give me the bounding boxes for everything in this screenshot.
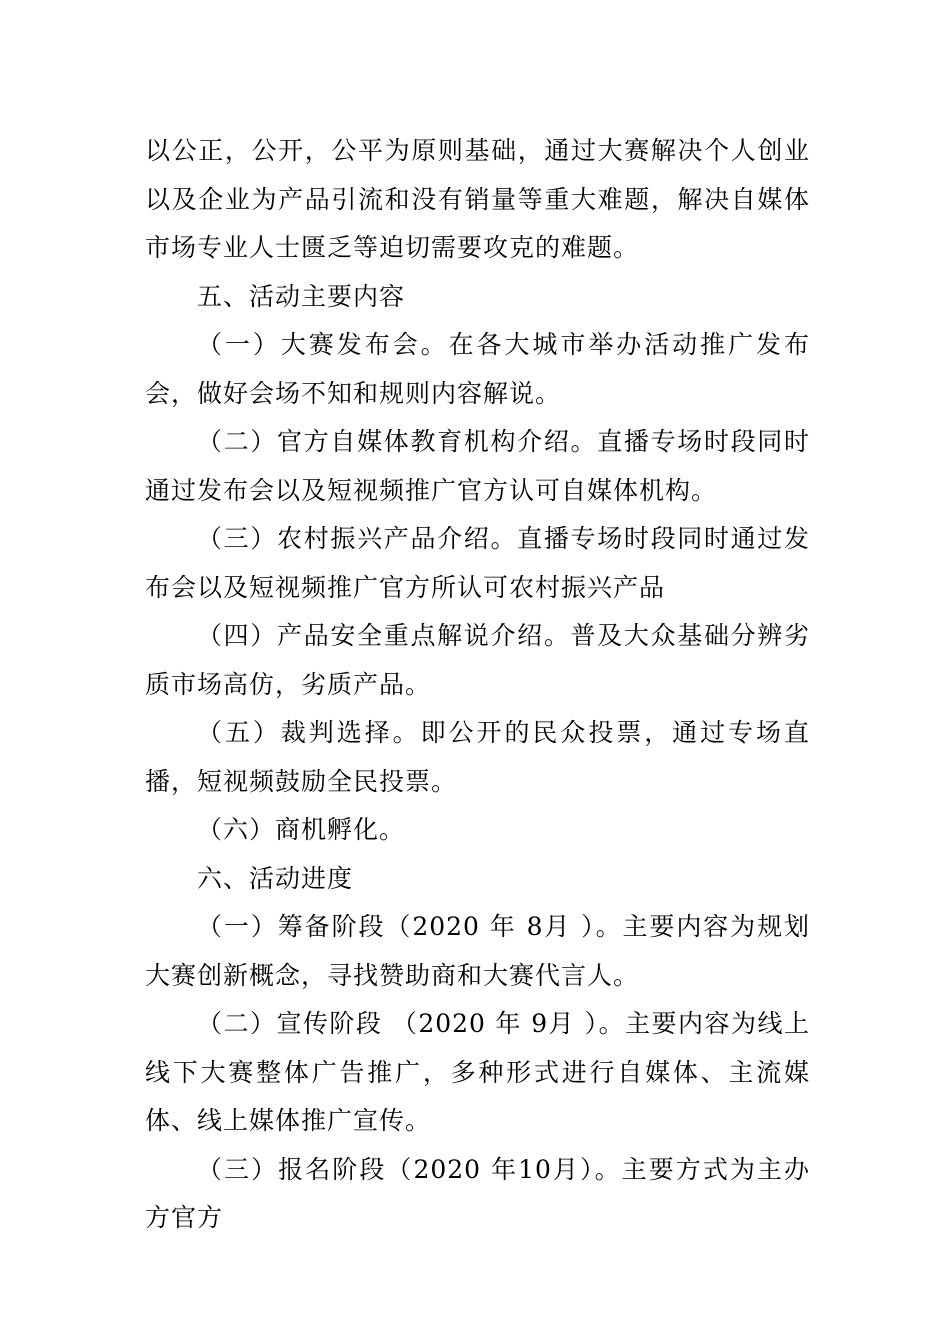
paragraph-item-5-4: （四）产品安全重点解说介绍。普及大众基础分辨劣质市场高仿，劣质产品。 [145,621,810,699]
paragraph-item-5-5: （五）裁判选择。即公开的民众投票，通过专场直播，短视频鼓励全民投票。 [145,718,810,796]
section-heading-6: 六、活动进度 [197,863,354,893]
paragraph-item-5-2: （二）官方自媒体教育机构介绍。直播专场时段同时通过发布会以及短视频推广官方认可自媒体机构。 [145,427,810,505]
paragraph-item-5-3: （三）农村振兴产品介绍。直播专场时段同时通过发布会以及短视频推广官方所认可农村振兴产品 [145,524,810,602]
paragraph-item-6-1: （一）筹备阶段（2020 年 8月 ）。主要内容为规划大赛创新概念，寻找赞助商和大赛代言人。 [145,912,810,990]
paragraph-intro: 以公正，公开，公平为原则基础，通过大赛解决个人创业以及企业为产品引流和没有销量等重大难题，解决自媒体市场专业人士匮乏等迫切需要攻克的难题。 [145,136,810,262]
document-body [145,127,810,1243]
paragraph-item-5-6: （六）商机孵化。 [197,815,406,844]
section-heading-5: 五、活动主要内容 [197,281,406,311]
paragraph-item-5-1: （一）大赛发布会。在各大城市举办活动推广发布会，做好会场不知和规则内容解说。 [145,330,810,408]
paragraph-item-6-3: （三）报名阶段（2020 年10月）。主要方式为主办方官方 [145,1154,810,1232]
paragraph-item-6-2: （二）宣传阶段 （2020 年 9月 ）。主要内容为线上线下大赛整体广告推广，多种形式进行自媒体、主流媒体、线上媒体推广宣传。 [145,1009,810,1135]
